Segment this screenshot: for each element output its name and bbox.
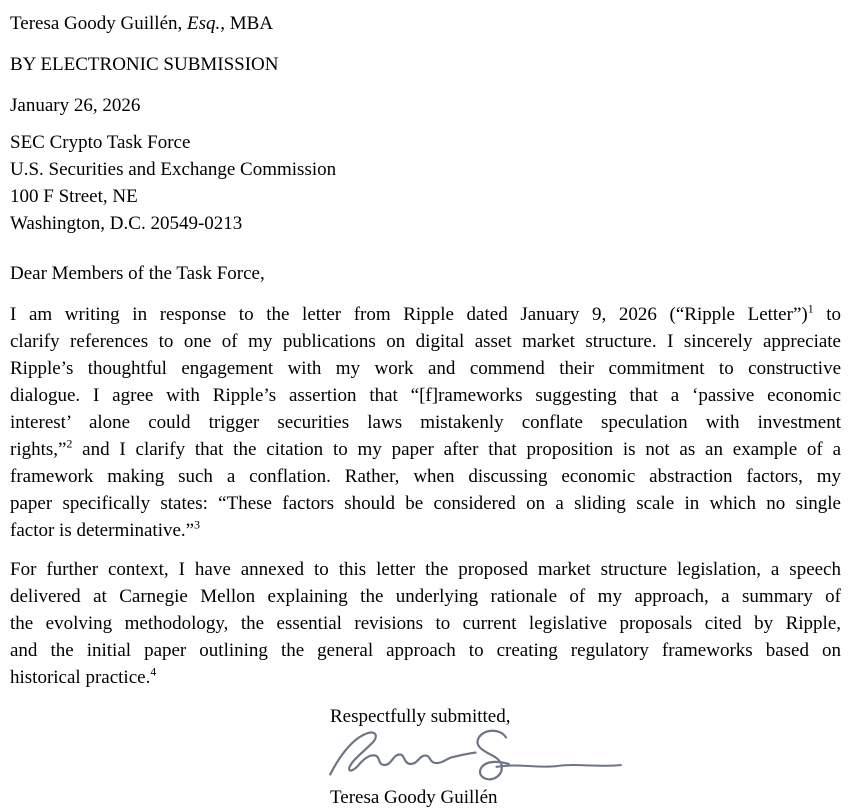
closing-phrase: Respectfully submitted,: [330, 706, 511, 727]
text-line: dialogue. I agree with Ripple’s assertion that “[f]rameworks suggesting that a ‘passive economic: [10, 385, 841, 406]
body-paragraph-2: [10, 556, 841, 691]
text-line: interest’ alone could trigger securities laws mistakenly conflate speculation with investment: [10, 412, 841, 433]
text-line: Ripple’s thoughtful engagement with my work and commend their commitment to constructive: [10, 358, 841, 379]
closing-block: [330, 703, 841, 811]
text-line: U.S. Securities and Exchange Commission: [10, 159, 337, 180]
text-line: framework making such a conflation. Rather, when discussing economic abstraction factors, my: [10, 466, 841, 487]
date-line: January 26, 2026: [10, 95, 141, 116]
signature-stroke-surname: [477, 731, 508, 780]
text-line: SEC Crypto Task Force: [10, 132, 191, 153]
text-line: the evolving methodology, the essential revisions to current legislative proposals cited by Ripple,: [10, 613, 841, 634]
text-line: and the initial paper outlining the general approach to creating regulatory frameworks based on: [10, 640, 841, 661]
text-line: paper specifically states: “These factors should be considered on a sliding scale in which no single: [10, 493, 841, 514]
text-line: clarify references to one of my publications on digital asset market structure. I sincerely appreciate: [10, 331, 841, 352]
text-line: Washington, D.C. 20549-0213: [10, 213, 243, 234]
text-line: 100 F Street, NE: [10, 186, 138, 207]
text-line: rights,”$^2$ and I clarify that the citation to my paper after that proposition is not as an example of a: [10, 437, 841, 460]
text-line: I am writing in response to the letter from Ripple dated January 9, 2026 (“Ripple Letter”)$^1$ to: [10, 302, 841, 325]
body-paragraph-1: [10, 301, 841, 544]
text-line: historical practice.$^4$: [10, 665, 157, 688]
text-line: For further context, I have annexed to this letter the proposed market structure legislation, a speech: [10, 559, 841, 580]
signature-stroke-tail: [496, 765, 620, 767]
salutation: Dear Members of the Task Force,: [10, 263, 265, 284]
text-line: delivered at Carnegie Mellon explaining the underlying rationale of my approach, a summary of: [10, 586, 841, 607]
recipient-address-block: [10, 129, 841, 237]
text-line: factor is determinative.”$^3$: [10, 518, 200, 541]
handwritten-signature-image: [324, 726, 629, 783]
sender-name-line: Teresa Goody Guillén, Esq., MBA: [10, 13, 274, 34]
signer-name: Teresa Goody Guillén: [330, 787, 498, 808]
signature-stroke-initials: [330, 732, 475, 774]
delivery-method-line: BY ELECTRONIC SUBMISSION: [10, 54, 279, 75]
